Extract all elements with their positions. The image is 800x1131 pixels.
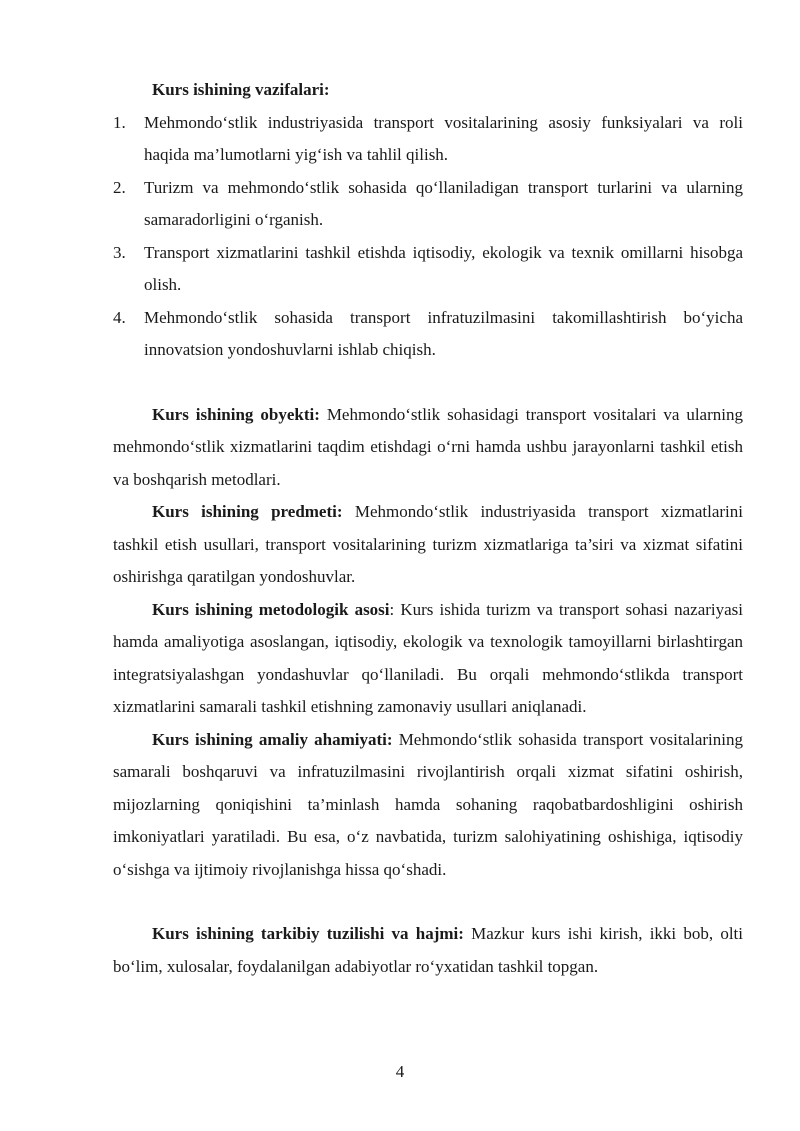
tasks-list [113, 107, 743, 367]
list-item-number: 2. [113, 177, 126, 197]
subject-paragraph [113, 496, 743, 594]
methodology-label: Kurs ishining metodologik asosi [152, 599, 390, 619]
list-item [113, 302, 743, 367]
structure-label: Kurs ishining tarkibiy tuzilishi va hajmi: [152, 924, 464, 943]
structure-paragraph [113, 918, 743, 983]
list-item [113, 107, 743, 172]
section-spacer [113, 886, 743, 918]
practical-paragraph [113, 724, 743, 887]
object-text: Mehmondo‘stlik sohasidagi transport vositalari va ularning mehmondo‘stlik xizmatlarini taqdim etishdagi o‘rni hamda ushbu jarayonlarni tashkil etish va boshqarish metodlari. [113, 404, 743, 489]
tasks-heading: Kurs ishining vazifalari: [152, 80, 330, 99]
practical-text: Mehmondo‘stlik sohasida transport vositalarining samarali boshqaruvi va infratuzilmasini rivojlantirish orqali xizmat sifatini oshirish, mijozlarning qoniqishini ta’minlash hamda sohaning raqobatbardoshligini oshirish imkoniyatlari yaratiladi. Bu esa, o‘z navbatida, turizm salohiyatining oshishiga, iqtisodiy o‘sishga va ijtimoiy rivojlanishga hissa qo‘shadi. [113, 729, 744, 879]
page-number: 4 [395, 1062, 405, 1081]
object-paragraph [113, 399, 743, 497]
practical-label: Kurs ishining amaliy ahamiyati: [152, 729, 393, 749]
list-item-number: 3. [113, 242, 126, 262]
subject-label: Kurs ishining predmeti: [152, 502, 343, 521]
list-item-number: 1. [113, 112, 126, 132]
structure-text: Mazkur kurs ishi kirish, ikki bob, olti bo‘lim, xulosalar, foydalanilgan adabiyotlar ro‘yxatidan tashkil topgan. [113, 924, 744, 976]
list-item-text: Mehmondo‘stlik industriyasida transport vositalarining asosiy funksiyalari va roli haqida ma’lumotlarni yig‘ish va tahlil qilish. [144, 112, 743, 164]
object-label: Kurs ishining obyekti: [152, 404, 320, 424]
section-spacer [113, 367, 743, 399]
list-item [113, 172, 743, 237]
methodology-text: : Kurs ishida turizm va transport sohasi nazariyasi hamda amaliyotiga asoslangan, iqtisodiy, ekologik va texnologik tamoyillarni birlashtirgan integratsiyalashgan yondashuvlar qo‘llaniladi. Bu orqali mehmondo‘stlikda transport xizmatlarini samarali tashkil etishning zamonaviy usullari aniqlanadi. [113, 599, 744, 716]
list-item [113, 237, 743, 302]
list-item-number: 4. [113, 307, 126, 327]
list-item-text: Mehmondo‘stlik sohasida transport infratuzilmasini takomillashtirish bo‘yicha innovatsion yondoshuvlarni ishlab chiqish. [144, 307, 743, 359]
list-item-text: Turizm va mehmondo‘stlik sohasida qo‘llaniladigan transport turlarini va ularning samaradorligini o‘rganish. [144, 177, 743, 229]
subject-text: Mehmondo‘stlik industriyasida transport xizmatlarini tashkil etish usullari, transport vositalarining turizm xizmatlariga ta’siri va xizmat sifatini oshirishga qaratilgan yondoshuvlar. [113, 502, 743, 586]
page-content [113, 74, 743, 983]
list-item-text: Transport xizmatlarini tashkil etishda iqtisodiy, ekologik va texnik omillarni hisobga olish. [144, 242, 743, 294]
methodology-paragraph [113, 594, 743, 724]
